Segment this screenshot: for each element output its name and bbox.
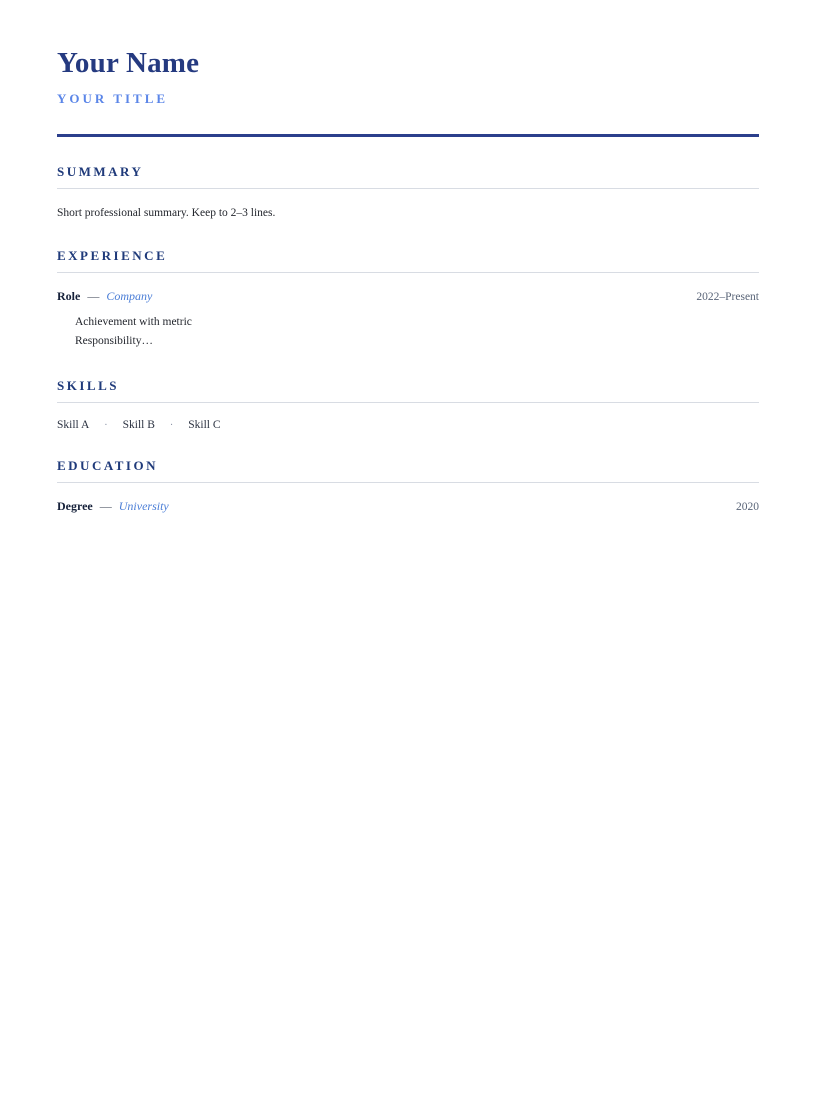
education-school: University <box>118 498 169 513</box>
experience-entry-title <box>57 289 152 304</box>
education-entry-row <box>57 499 759 514</box>
skill-item: Skill C <box>188 418 221 431</box>
person-name: Your Name <box>57 47 200 79</box>
education-degree: Degree <box>57 498 93 513</box>
skill-item: Skill A <box>57 418 90 431</box>
experience-bullet: Responsibility… <box>75 334 153 347</box>
skills-list <box>57 419 759 431</box>
experience-date: 2022–Present <box>696 290 759 303</box>
skill-separator-dot: · <box>104 419 108 431</box>
experience-bullets <box>57 313 759 351</box>
section-experience <box>57 248 759 351</box>
section-summary <box>57 164 759 221</box>
experience-bullet: Achievement with metric <box>75 315 192 328</box>
experience-role: Role <box>57 288 81 303</box>
education-entry-title <box>57 499 169 514</box>
experience-entry-row <box>57 289 759 304</box>
section-skills <box>57 378 759 431</box>
summary-text: Short professional summary. Keep to 2–3 lines. <box>57 206 276 219</box>
section-education <box>57 458 759 514</box>
resume-header <box>57 48 759 107</box>
experience-company: Company <box>106 288 153 303</box>
education-separator: — <box>99 498 112 513</box>
experience-heading: EXPERIENCE <box>57 248 759 273</box>
education-heading: EDUCATION <box>57 458 759 483</box>
education-date: 2020 <box>736 500 759 513</box>
skill-separator-dot: · <box>169 419 174 431</box>
header-divider <box>57 134 759 137</box>
skills-heading: SKILLS <box>57 378 759 403</box>
experience-separator: — <box>87 288 100 303</box>
skill-item: Skill B <box>122 418 155 431</box>
summary-heading: SUMMARY <box>57 164 759 189</box>
experience-entry <box>57 289 759 351</box>
person-title: YOUR TITLE <box>57 90 169 106</box>
resume-page <box>0 0 816 514</box>
